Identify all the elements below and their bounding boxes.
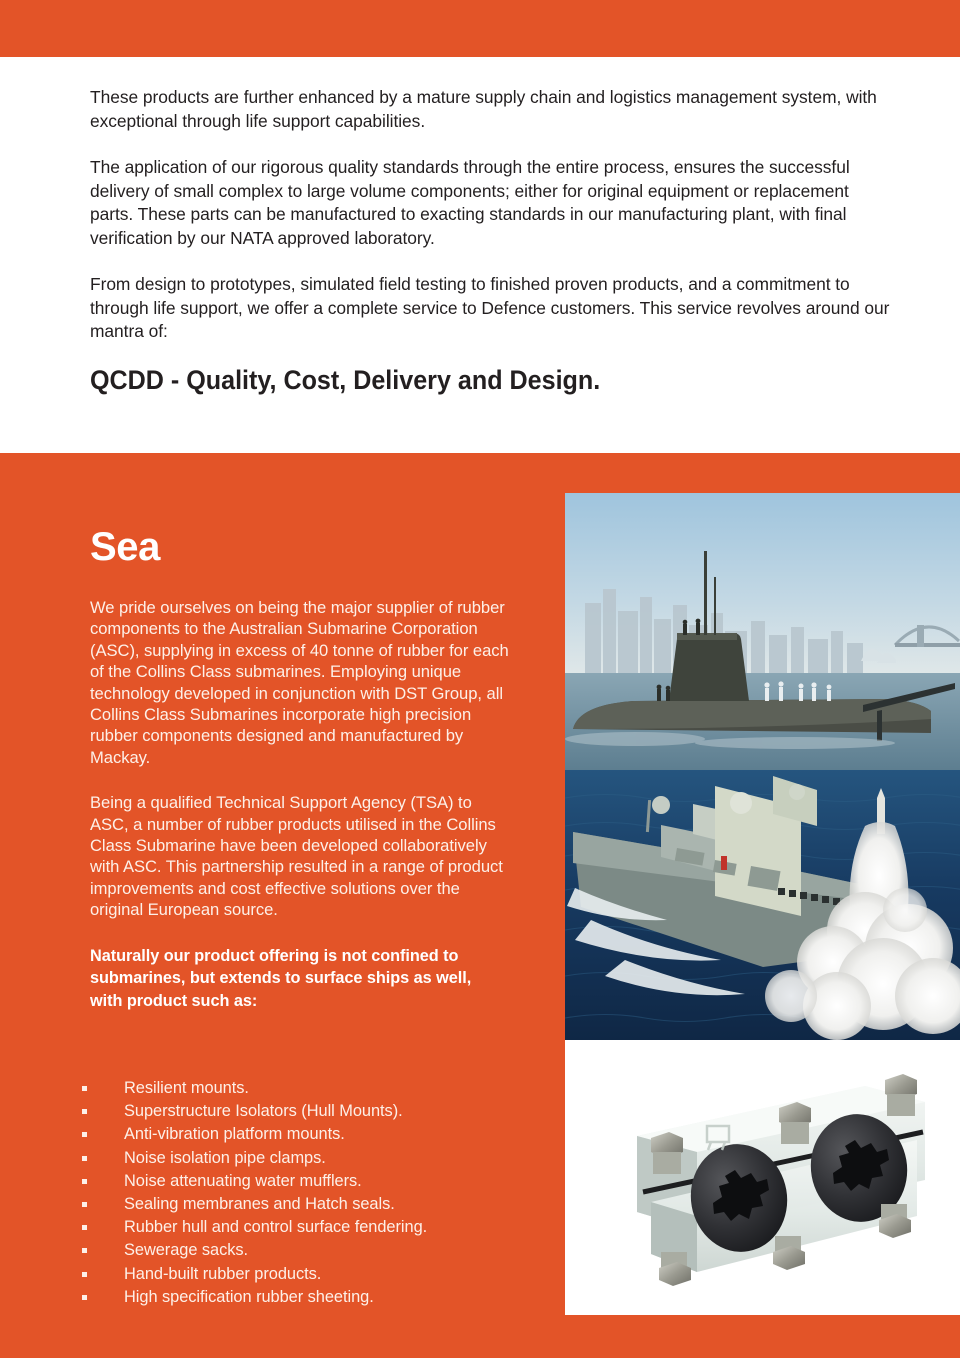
square-bullet-icon: [82, 1086, 87, 1091]
list-item: [78, 1147, 548, 1170]
sea-paragraph-2: Being a qualified Technical Support Agency (TSA) to ASC, a number of rubber products utilised in the Collins Class Submarine have been developed collaboratively with ASC. This partnership resulted in a range of product improvements and cost effective solutions over the original European source.: [90, 793, 503, 920]
list-item: [78, 1239, 548, 1262]
sea-section-heading: Sea: [90, 525, 160, 569]
square-bullet-icon: [82, 1132, 87, 1137]
mantra-heading: QCDD - Quality, Cost, Delivery and Design.: [90, 365, 601, 395]
square-bullet-icon: [82, 1248, 87, 1253]
square-bullet-icon: [82, 1109, 87, 1114]
square-bullet-icon: [82, 1295, 87, 1300]
intro-paragraph-3: From design to prototypes, simulated field testing to finished proven products, and a commitment to through life support, we offer a complete service to Defence customers. This service revolves around our mantra of:: [90, 274, 890, 341]
list-item-label: Anti-vibration platform mounts.: [124, 1125, 345, 1144]
pipe-clamp-product-photo: [565, 1040, 960, 1315]
list-item-label: Noise attenuating water mufflers.: [124, 1171, 362, 1190]
sea-text-column: [90, 525, 510, 1012]
warship-photo: [565, 770, 960, 1040]
top-accent-band: [0, 0, 960, 57]
submarine-photo: [565, 493, 960, 770]
list-item-label: Sewerage sacks.: [124, 1241, 249, 1260]
list-item-label: Superstructure Isolators (Hull Mounts).: [124, 1102, 403, 1121]
list-item-label: Hand-built rubber products.: [124, 1264, 322, 1283]
list-item-label: Noise isolation pipe clamps.: [124, 1148, 326, 1167]
list-item-label: Resilient mounts.: [124, 1079, 249, 1097]
list-item: [78, 1077, 548, 1100]
square-bullet-icon: [82, 1272, 87, 1277]
list-item: [78, 1100, 548, 1123]
list-item: [78, 1286, 548, 1309]
list-item: [78, 1123, 548, 1146]
product-list: [78, 1077, 548, 1309]
intro-paragraph-2: The application of our rigorous quality standards through the entire process, ensures the successful delivery of small complex to large volume components; either for original equipment or replacement parts. These parts can be manufactured to exacting standards in our manufacturing plant, with final verification by our NATA approved laboratory.: [90, 157, 850, 248]
list-item: [78, 1216, 548, 1239]
list-item: [78, 1263, 548, 1286]
sea-paragraph-1: We pride ourselves on being the major supplier of rubber components to the Australian Submarine Corporation (ASC), supplying in excess of 40 tonne of rubber for each of the Collins Class submarines. Employing unique technology developed in conjunction with DST Group, all Collins Class Submarines incorporate high precision rubber components designed and manufactured by Mackay.: [90, 598, 509, 767]
intro-paragraph-1: These products are further enhanced by a mature supply chain and logistics management system, with exceptional through life support capabilities.: [90, 87, 877, 131]
square-bullet-icon: [82, 1179, 87, 1184]
square-bullet-icon: [82, 1225, 87, 1230]
list-item-label: Rubber hull and control surface fendering.: [124, 1218, 428, 1237]
list-item: [78, 1170, 548, 1193]
square-bullet-icon: [82, 1202, 87, 1207]
list-item: [78, 1193, 548, 1216]
square-bullet-icon: [82, 1156, 87, 1161]
product-list-intro: Naturally our product offering is not confined to submarines, but extends to surface ships as well, with product such as:: [90, 945, 472, 1010]
list-item-label: High specification rubber sheeting.: [124, 1287, 374, 1306]
list-item-label: Sealing membranes and Hatch seals.: [124, 1195, 395, 1214]
upper-text-block: [90, 86, 890, 344]
